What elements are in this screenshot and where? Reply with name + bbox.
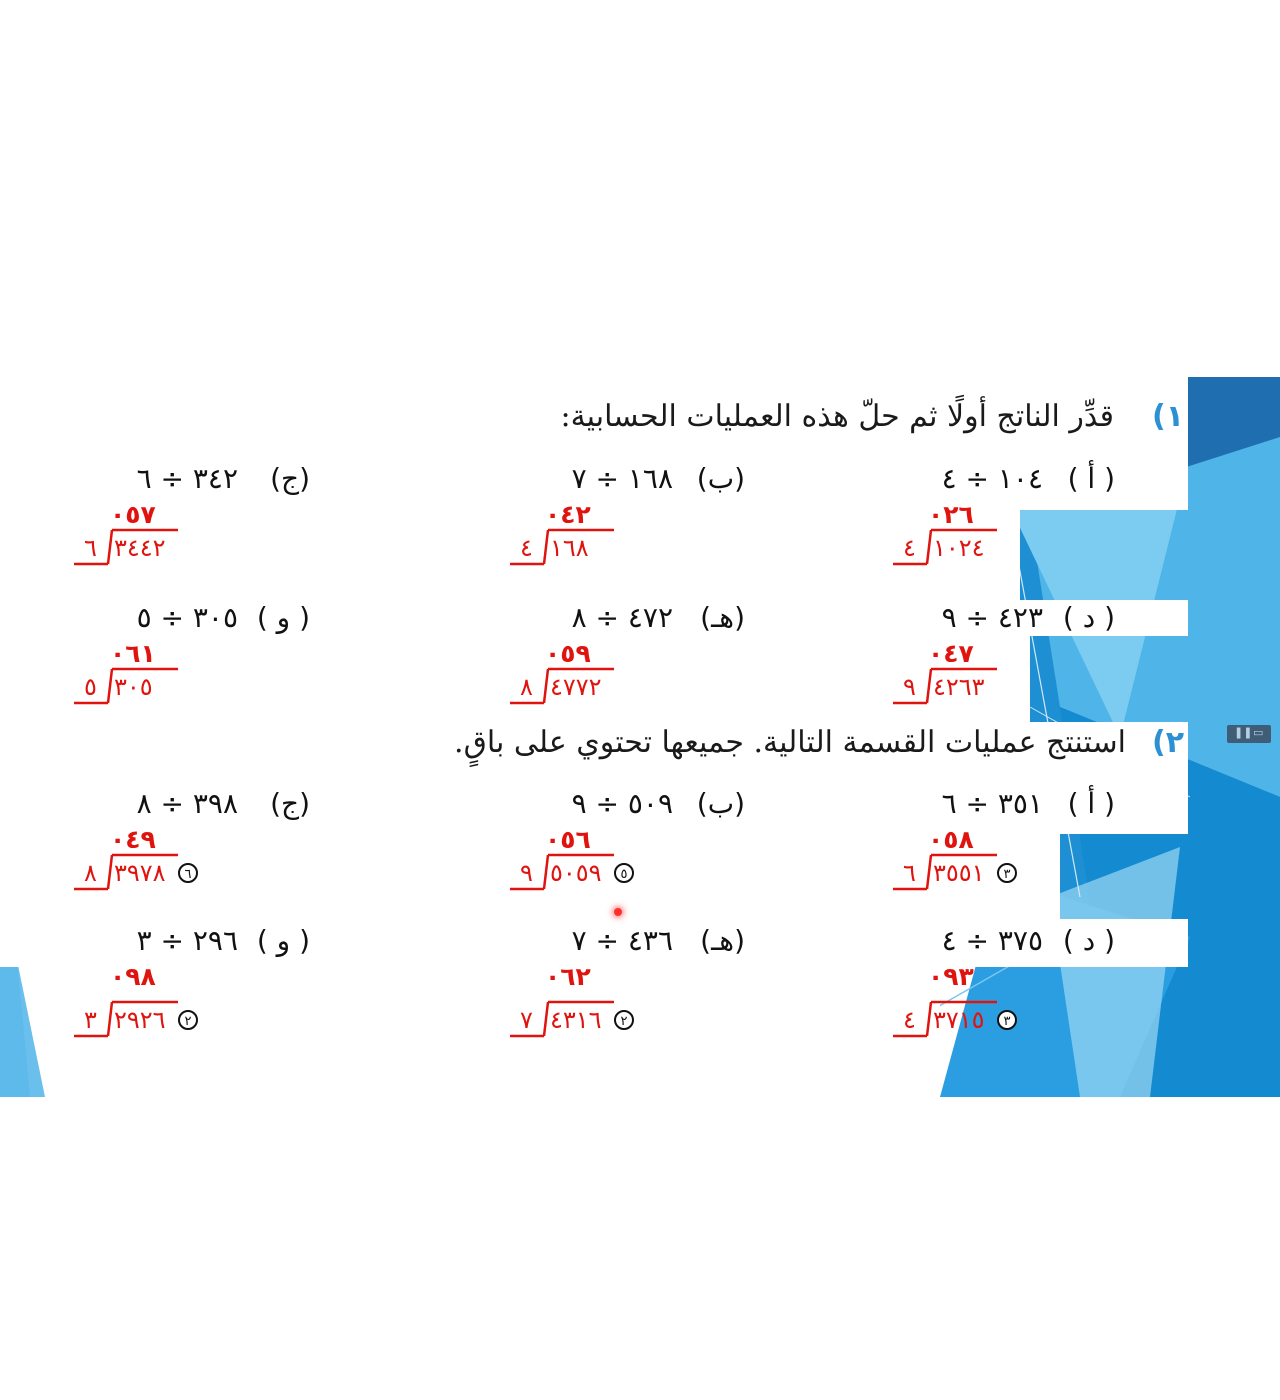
divisor: ٦	[903, 859, 916, 887]
quotient-answer: ٠٥٧	[110, 500, 156, 529]
quotient-answer: ٠٥٦	[545, 825, 591, 854]
dividend-work: ٣٥٥١	[933, 859, 985, 887]
question-1-text: قدِّر الناتج أولًا ثم حلّ هذه العمليات الحسابية:	[560, 399, 1114, 434]
problem-label: ( أ )	[1067, 462, 1115, 495]
quotient-answer: ٠٥٩	[545, 639, 591, 668]
quotient-answer: ٠٥٨	[928, 825, 974, 854]
quotient-answer: ٠٤٧	[928, 639, 974, 668]
dividend-work: ١٦٨	[550, 534, 589, 562]
dividend-work: ٢٩٢٦	[114, 1006, 166, 1034]
remainder-circle: ٦	[178, 863, 198, 883]
quotient-answer: ٠٩٨	[110, 962, 156, 991]
remainder-circle: ٢	[178, 1010, 198, 1030]
divisor: ٤	[903, 1006, 916, 1034]
problem-expression: ٢٩٦ ÷ ٣	[136, 924, 238, 957]
divisor: ٦	[84, 534, 97, 562]
question-2-number: ٢)	[1151, 725, 1184, 760]
long-division-work	[893, 528, 1063, 574]
divisor: ٤	[520, 534, 533, 562]
problem-label: ( أ )	[1067, 787, 1115, 820]
question-1-number: ١)	[1151, 399, 1184, 434]
problem-expression: ٤٧٢ ÷ ٨	[571, 601, 673, 634]
remainder-circle: ٢	[614, 1010, 634, 1030]
quotient-answer: ٠٦٢	[545, 962, 591, 991]
question-2-text: استنتج عمليات القسمة التالية. جميعها تحتوي على باقٍ.	[454, 725, 1126, 760]
long-division-work	[893, 853, 1063, 899]
long-division-work	[74, 667, 244, 713]
presentation-slide	[0, 377, 1280, 1097]
long-division-work	[893, 1000, 1063, 1046]
dividend-work: ١٠٢٤	[933, 534, 985, 562]
divisor: ٩	[520, 859, 533, 887]
divisor: ٨	[520, 673, 533, 701]
long-division-work	[510, 528, 680, 574]
problem-expression: ٥٠٩ ÷ ٩	[571, 787, 673, 820]
divisor: ٤	[903, 534, 916, 562]
divisor: ٣	[84, 1006, 97, 1034]
dividend-work: ٤٣١٦	[550, 1006, 602, 1034]
problem-expression: ٣٩٨ ÷ ٨	[136, 787, 238, 820]
problem-label: ( د )	[1062, 601, 1115, 634]
dividend-work: ٤٢٦٣	[933, 673, 985, 701]
quotient-answer: ٠٤٩	[110, 825, 156, 854]
problem-label: (ج)	[270, 787, 310, 820]
dividend-work: ٣٧١٥	[933, 1006, 985, 1034]
problem-label: ( و )	[256, 601, 310, 634]
divisor: ٧	[520, 1006, 533, 1034]
divisor: ٨	[84, 859, 97, 887]
dividend-work: ٤٧٧٢	[550, 673, 602, 701]
divisor: ٩	[903, 673, 916, 701]
problem-expression: ١٦٨ ÷ ٧	[571, 462, 673, 495]
quotient-answer: ٠٩٣	[928, 962, 974, 991]
problem-expression: ٣٤٢ ÷ ٦	[136, 462, 238, 495]
problem-label: (ب)	[696, 787, 745, 820]
long-division-work	[893, 667, 1063, 713]
remainder-circle: ٣	[997, 863, 1017, 883]
problem-label: (ب)	[696, 462, 745, 495]
long-division-work	[510, 667, 680, 713]
playback-controls-icon[interactable]: ❚❚ ▭	[1227, 725, 1271, 743]
problem-expression: ١٠٤ ÷ ٤	[941, 462, 1043, 495]
problem-expression: ٣٠٥ ÷ ٥	[136, 601, 238, 634]
long-division-work	[74, 853, 244, 899]
problem-label: (هـ)	[700, 924, 745, 957]
remainder-circle: ٥	[614, 863, 634, 883]
problem-label: ( و )	[256, 924, 310, 957]
problem-expression: ٣٥١ ÷ ٦	[941, 787, 1043, 820]
long-division-work	[510, 853, 680, 899]
dividend-work: ٣٩٧٨	[114, 859, 166, 887]
problem-expression: ٤٣٦ ÷ ٧	[571, 924, 673, 957]
long-division-work	[74, 528, 244, 574]
problem-expression: ٤٢٣ ÷ ٩	[941, 601, 1043, 634]
laser-pointer-icon	[614, 908, 622, 916]
quotient-answer: ٠٦١	[110, 639, 156, 668]
problem-expression: ٣٧٥ ÷ ٤	[941, 924, 1043, 957]
problem-label: (هـ)	[700, 601, 745, 634]
problem-label: ( د )	[1062, 924, 1115, 957]
dividend-work: ٣٤٤٢	[114, 534, 166, 562]
quotient-answer: ٠٤٢	[545, 500, 591, 529]
long-division-work	[74, 1000, 244, 1046]
divisor: ٥	[84, 673, 97, 701]
quotient-answer: ٠٢٦	[928, 500, 974, 529]
dividend-work: ٥٠٥٩	[550, 859, 602, 887]
remainder-circle: ٣	[997, 1010, 1017, 1030]
dividend-work: ٣٠٥	[114, 673, 153, 701]
problem-label: (ج)	[270, 462, 310, 495]
long-division-work	[510, 1000, 680, 1046]
